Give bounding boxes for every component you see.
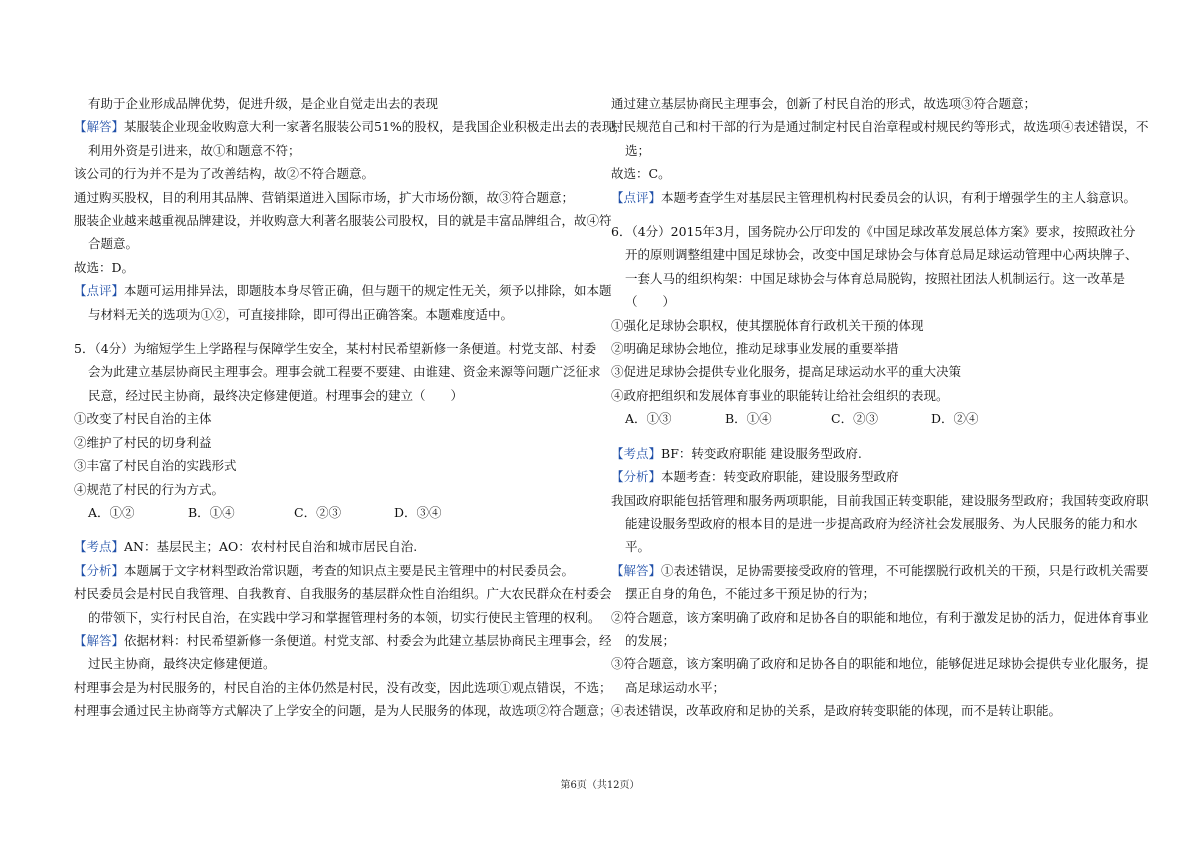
- paragraph-line: 通过购买股权，目的利用其品牌、营销渠道进入国际市场，扩大市场份额，故③符合题意；: [74, 189, 575, 205]
- paragraph-line: 我国政府职能包括管理和服务两项职能，目前我国正转变职能，建设服务型政府；我国转变政府职: [611, 492, 1149, 508]
- paragraph-line: 村理事会是为村民服务的，村民自治的主体仍然是村民，没有改变，因此选项①观点错误，不选；: [74, 679, 612, 695]
- paragraph-line: ②符合题意，该方案明确了政府和足协各自的职能和地位，有利于激发足协的活力，促进体育事业: [611, 609, 1149, 625]
- paragraph-line: 的发展；: [625, 632, 676, 648]
- paragraph-line: 的带领下，实行村民自治，在实践中学习和掌握管理村务的本领，切实行使民主管理的权利。: [88, 609, 601, 625]
- paragraph-line: 本题可运用排异法，即题肢本身尽管正确，但与题干的规定性无关，须予以排除，如本题: [124, 283, 612, 299]
- choice-options: [611, 407, 1131, 430]
- paragraph-line: ①表述错误，足协需要接受政府的管理，不可能摆脱行政机关的干预，只是行政机关需要: [661, 562, 1149, 578]
- paragraph-line: 一套人马的组织构架：中国足球协会与体育总局脱钩，按照社团法人机制运行。这一改革是: [625, 270, 1126, 286]
- analysis-text: 本题属于文字材料型政治常识题，考查的知识点主要是民主管理中的村民委员会。: [124, 562, 575, 578]
- paragraph-line: 过民主协商，最终决定修建便道。: [88, 656, 276, 672]
- paragraph-line: 会为此建立基层协商民主理事会。理事会就工程要不要建、由谁建、资金来源等问题广泛征求: [88, 364, 601, 380]
- question-6-stem: 6．（4分）2015年3月，国务院办公厅印发的《中国足球改革发展总体方案》要求，按照政社分: [611, 224, 1136, 240]
- paragraph-line: 利用外资是引进来，故①和题意不符；: [88, 142, 301, 158]
- paragraph-line: 平。: [625, 539, 651, 555]
- analysis-text: 本题考查：转变政府职能，建设服务型政府: [661, 469, 899, 485]
- paragraph-line: 选；: [625, 142, 651, 158]
- knowledge-text: AN：基层民主；AO：农村村民自治和城市居民自治.: [124, 539, 418, 555]
- choice-a: A．①③: [625, 411, 672, 427]
- statement-option: ①改变了村民自治的主体: [74, 411, 212, 427]
- paragraph-line: 村理事会通过民主协商等方式解决了上学安全的问题，是为人民服务的体现，故选项②符合题意；: [74, 703, 612, 719]
- choice-d: D．③④: [394, 504, 442, 520]
- comment-paragraph: [74, 279, 612, 302]
- paragraph-line: 有助于企业形成品牌优势，促进升级，是企业自觉走出去的表现: [88, 96, 439, 111]
- paragraph-line: 与材料无关的选项为①②，可直接排除，即可得出正确答案。本题难度适中。: [88, 306, 514, 322]
- paragraph-line: 村民委员会是村民自我管理、自我教育、自我服务的基层群众性自治组织。广大农民群众在村委会: [74, 586, 612, 602]
- paragraph-line: （ ）: [625, 294, 676, 310]
- paragraph-line: 服装企业越来越重视品牌建设，并收购意大利著名服装公司股权，目的就是丰富品牌组合，故④符: [74, 213, 612, 229]
- analysis-tag: 【分析】: [611, 469, 662, 485]
- paragraph-line: 依据材料：村民希望新修一条便道。村党支部、村委会为此建立基层协商民主理事会，经: [124, 632, 612, 648]
- paragraph-line: 开的原则调整组建中国足球协会，改变中国足球协会与体育总局足球运动管理中心两块牌子、: [625, 247, 1138, 263]
- statement-option: ②维护了村民的切身利益: [74, 434, 212, 450]
- statement-option: ②明确足球协会地位，推动足球事业发展的重要举措: [611, 341, 899, 357]
- choice-b: B．①④: [725, 411, 772, 427]
- analysis-paragraph: [611, 465, 1131, 488]
- answer-tag: 【解答】: [611, 562, 662, 578]
- paragraph-line: 村民规范自己和村干部的行为是通过制定村民自治章程或村规民约等形式，故选项④表述错误，不: [611, 119, 1149, 135]
- paragraph-line: 高足球运动水平；: [625, 679, 726, 695]
- paragraph-line: 某服装企业现金收购意大利一家著名服装公司51%的股权，是我国企业积极走出去的表现，: [124, 119, 627, 135]
- answer-paragraph: [74, 629, 612, 652]
- comment-paragraph: [611, 186, 1137, 209]
- choice-c: C．②③: [294, 504, 342, 520]
- statement-option: ①强化足球协会职权，使其摆脱体育行政机关干预的体现: [611, 317, 924, 333]
- paragraph-line: ③符合题意，该方案明确了政府和足协各自的职能和地位，能够促进足球协会提供专业化服务，提: [611, 656, 1149, 672]
- choice-c: C．②③: [831, 411, 879, 427]
- answer-tag: 【解答】: [74, 119, 125, 135]
- question-5-stem: 5．（4分）为缩短学生上学路程与保障学生安全，某村村民希望新修一条便道。村党支部、村委: [74, 341, 597, 357]
- comment-text: 本题考查学生对基层民主管理机构村民委员会的认识，有利于增强学生的主人翁意识。: [661, 189, 1137, 205]
- choice-b: B．①④: [188, 504, 235, 520]
- choice-options: [74, 501, 594, 524]
- page-number: 第6页（共12页）: [560, 780, 640, 791]
- answer-tag: 【解答】: [74, 632, 125, 648]
- paragraph-line: ④表述错误，改革政府和足协的关系，是政府转变职能的体现，而不是转让职能。: [611, 703, 1062, 719]
- knowledge-point: [611, 442, 1131, 465]
- comment-tag: 【点评】: [74, 283, 125, 299]
- analysis-paragraph: [74, 559, 594, 582]
- answer-paragraph: [74, 115, 627, 138]
- paragraph-line: 合题意。: [88, 236, 139, 252]
- knowledge-tag: 【考点】: [611, 445, 662, 461]
- knowledge-point: [74, 535, 594, 558]
- knowledge-text: BF：转变政府职能 建设服务型政府.: [661, 445, 862, 461]
- answer-paragraph: [611, 559, 1149, 582]
- paragraph-line: 能建设服务型政府的根本目的是进一步提高政府为经济社会发展服务、为人民服务的能力和水: [625, 515, 1138, 531]
- statement-option: ③促进足球协会提供专业化服务，提高足球运动水平的重大决策: [611, 364, 962, 380]
- paragraph-line: 民意，经过民主协商，最终决定修建便道。村理事会的建立（ ）: [88, 387, 464, 403]
- paragraph-line: 通过建立基层协商民主理事会，创新了村民自治的形式，故选项③符合题意；: [611, 96, 1037, 111]
- answer-choice: 故选：D。: [74, 259, 135, 275]
- right-column: [611, 92, 1149, 723]
- comment-tag: 【点评】: [611, 189, 662, 205]
- paragraph-line: 该公司的行为并不是为了改善结构，故②不符合题意。: [74, 166, 375, 182]
- paragraph-line: 摆正自身的角色，不能过多干预足协的行为；: [625, 586, 876, 602]
- left-column: [74, 92, 627, 723]
- statement-option: ④政府把组织和发展体育事业的职能转让给社会组织的表现。: [611, 387, 949, 403]
- analysis-tag: 【分析】: [74, 562, 125, 578]
- statement-option: ③丰富了村民自治的实践形式: [74, 458, 237, 474]
- choice-a: A．①②: [88, 504, 135, 520]
- answer-choice: 故选：C。: [611, 166, 671, 182]
- choice-d: D．②④: [931, 411, 979, 427]
- knowledge-tag: 【考点】: [74, 539, 125, 555]
- statement-option: ④规范了村民的行为方式。: [74, 481, 225, 497]
